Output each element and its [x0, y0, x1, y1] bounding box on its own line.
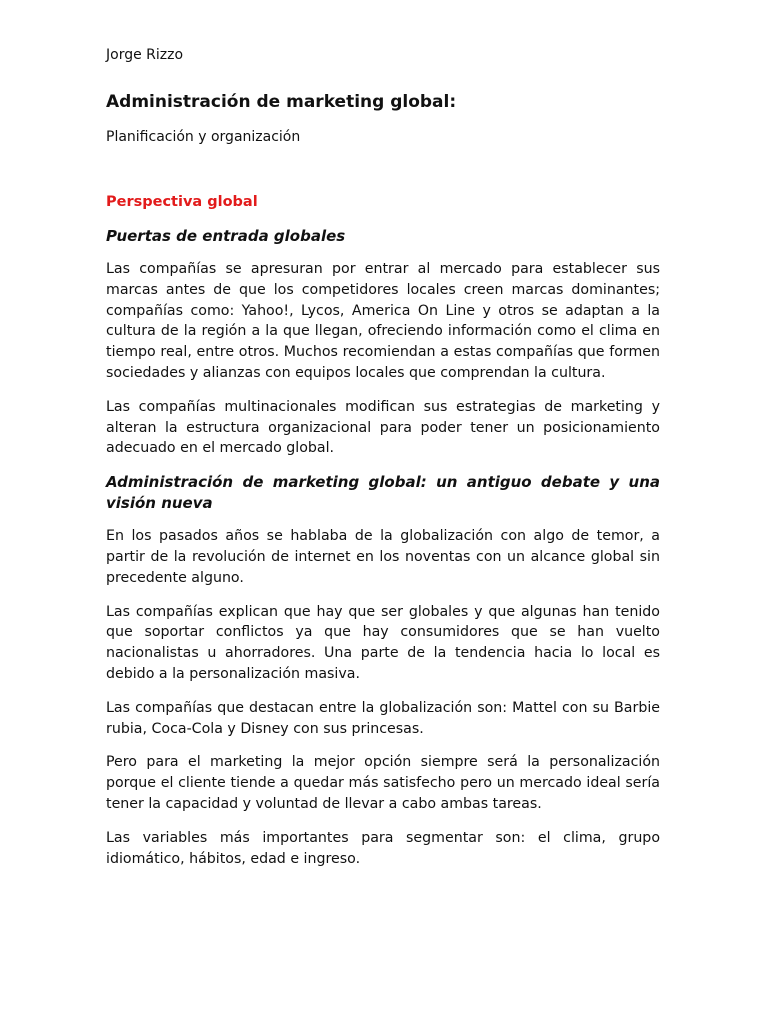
paragraph: En los pasados años se hablaba de la globalización con algo de temor, a partir de la revolución de internet en los noventas con un alcance global sin precedente alguno. — [106, 528, 660, 586]
document-body — [106, 192, 660, 882]
paragraph: Las compañías se apresuran por entrar al mercado para establecer sus marcas antes de que los competidores locales creen marcas dominantes; compañías como: Yahoo!, Lycos, America On Line y otros se adaptan a la cultura de la región a la que llegan, ofreciendo información como el clima en tiempo real, entre otros. Muchos recomiendan a estas compañías que formen sociedades y alianzas con equipos locales que comprendan la cultura. — [106, 261, 660, 381]
section-title: Perspectiva global — [106, 194, 258, 210]
paragraph: Las compañías explican que hay que ser globales y que algunas han tenido que soportar conflictos ya que hay consumidores que se han vuelto nacionalistas u ahorradores. Una parte de la tendencia hacia lo local es debido a la personalización masiva. — [106, 603, 660, 682]
paragraph: Pero para el marketing la mejor opción siempre será la personalización porque el cliente tiende a quedar más satisfecho pero un mercado ideal sería tener la capacidad y voluntad de llevar a cabo ambas tareas. — [106, 754, 660, 812]
paragraph: Las compañías que destacan entre la globalización son: Mattel con su Barbie rubia, Coca-Cola y Disney con sus princesas. — [106, 699, 660, 737]
paragraph: Las variables más importantes para segmentar son: el clima, grupo idiomático, hábitos, edad e ingreso. — [106, 829, 660, 867]
document-subtitle: Planificación y organización — [106, 129, 301, 145]
document-title: Administración de marketing global: — [106, 92, 457, 112]
subheading-puertas: Puertas de entrada globales — [106, 227, 346, 245]
subheading-administracion: Administración de marketing global: un antiguo debate y una visión nueva — [106, 473, 660, 513]
paragraph: Las compañías multinacionales modifican sus estrategias de marketing y alteran la estructura organizacional para poder tener un posicionamiento adecuado en el mercado global. — [106, 398, 660, 457]
author-name: Jorge Rizzo — [106, 47, 184, 63]
